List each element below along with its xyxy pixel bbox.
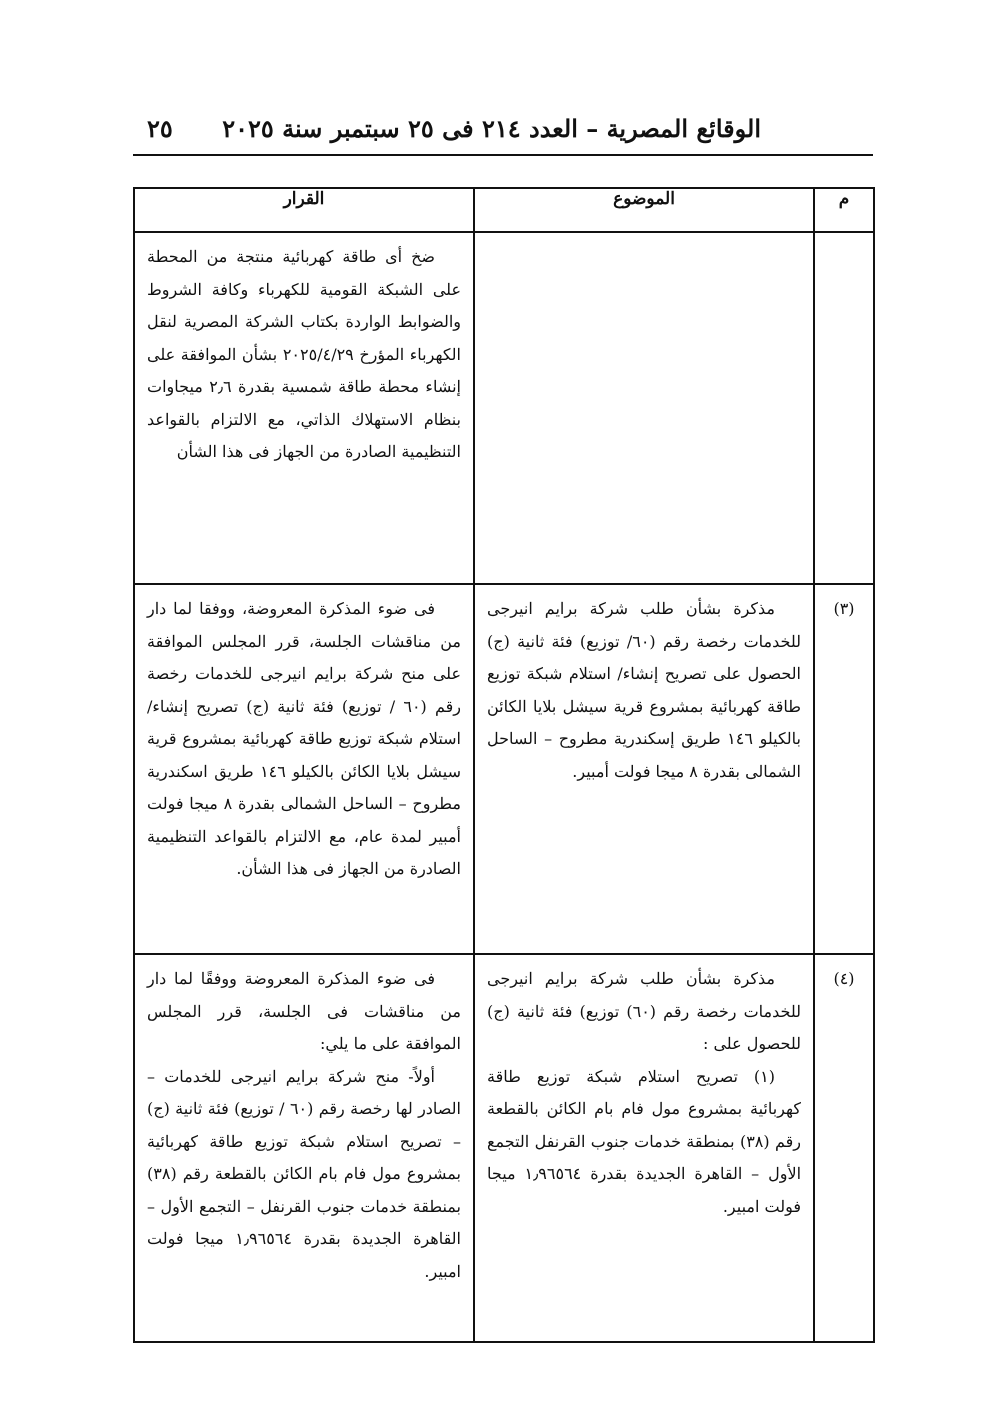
decision-cell (134, 232, 474, 584)
subject-paragraph: (١) تصريح استلام شبكة توزيع طاقة كهربائية بمشروع مول فام بام الكائن بالقطعة رقم (٣٨) بمنطقة خدمات جنوب القرنفل التجمع الأول – القاهرة الجديدة بقدرة ١٫٩٦٥٦٤ ميجا فولت امبير. (487, 1066, 802, 1216)
subject-cell (474, 954, 814, 1342)
subject-cell (474, 584, 814, 954)
table-row (134, 232, 874, 584)
table-row (134, 584, 874, 954)
decision-paragraph: أولاً- منح شركة برايم انيرجى للخدمات – الصادر لها رخصة رقم (٦٠ / توزيع) فئة ثانية (ج) – تصريح استلام شبكة توزيع طاقة كهربائية بمشروع مول فام بام الكائن بالقطعة رقم (٣٨) بمنطقة خدمات جنوب القرنفل – التجمع الأول – القاهرة الجديدة بقدرة ١٫٩٦٥٦٤ ميجا فولت امبير. (147, 1066, 461, 1281)
row-number (814, 232, 874, 584)
table-header-row (134, 188, 874, 232)
subject-paragraph: مذكرة بشأن طلب شركة برايم انيرجى للخدمات رخصة رقم (٦٠) توزيع) فئة ثانية (ج) للحصول على : (487, 969, 802, 1053)
gazette-title: الوقائع المصرية – العدد ٢١٤ فى ٢٥ سبتمبر سنة ٢٠٢٥ (222, 114, 761, 143)
column-header-decision: القرار (134, 188, 474, 232)
decisions-table (133, 187, 875, 1343)
column-header-subject: الموضوع (474, 188, 814, 232)
page-number: ٢٥ (147, 114, 173, 143)
subject-paragraph: مذكرة بشأن طلب شركة برايم انيرجى للخدمات رخصة رقم (٦٠/ توزيع) فئة ثانية (ج) الحصول على تصريح إنشاء/ استلام شبكة توزيع طاقة كهربائية بمشروع قرية سيشل بلايا الكائن بالكيلو ١٤٦ طريق إسكندرية مطروح – الساحل الشمالى بقدرة ٨ ميجا فولت أمبير. (487, 599, 802, 781)
subject-cell (474, 232, 814, 584)
decision-paragraph: فى ضوء المذكرة المعروضة، ووفقا لما دار من مناقشات الجلسة، قرر المجلس الموافقة على منح شركة برايم انيرجى للخدمات رخصة رقم (٦٠ / توزيع) فئة ثانية (ج) تصريح إنشاء/ استلام شبكة توزيع طاقة كهربائية بمشروع قرية سيشل بلايا الكائن بالكيلو ١٤٦ طريق اسكندرية مطروح – الساحل الشمالى بقدرة ٨ ميجا فولت أمبير لمدة عام، مع الالتزام بالقواعد التنظيمية الصادرة من الجهاز فى هذا الشأن. (147, 599, 461, 878)
decision-cell (134, 584, 474, 954)
table-row (134, 954, 874, 1342)
column-header-number: م (814, 188, 874, 232)
decision-cell (134, 954, 474, 1342)
decision-paragraph: ضخ أى طاقة كهربائية منتجة من المحطة على الشبكة القومية للكهرباء وكافة الشروط والضوابط الواردة بكتاب الشركة المصرية لنقل الكهرباء المؤرخ ٢٠٢٥/٤/٢٩ بشأن الموافقة على إنشاء محطة طاقة شمسية بقدرة ٢٫٦ ميجاوات بنظام الاستهلاك الذاتي، مع الالتزام بالقواعد التنظيمية الصادرة من الجهاز فى هذا الشأن (147, 247, 462, 461)
row-number: (٣) (814, 584, 874, 954)
page-header (133, 112, 873, 156)
decision-paragraph: فى ضوء المذكرة المعروضة ووفقًا لما دار من مناقشات فى الجلسة، قرر المجلس الموافقة على ما يلي: (147, 969, 461, 1053)
row-number: (٤) (814, 954, 874, 1342)
